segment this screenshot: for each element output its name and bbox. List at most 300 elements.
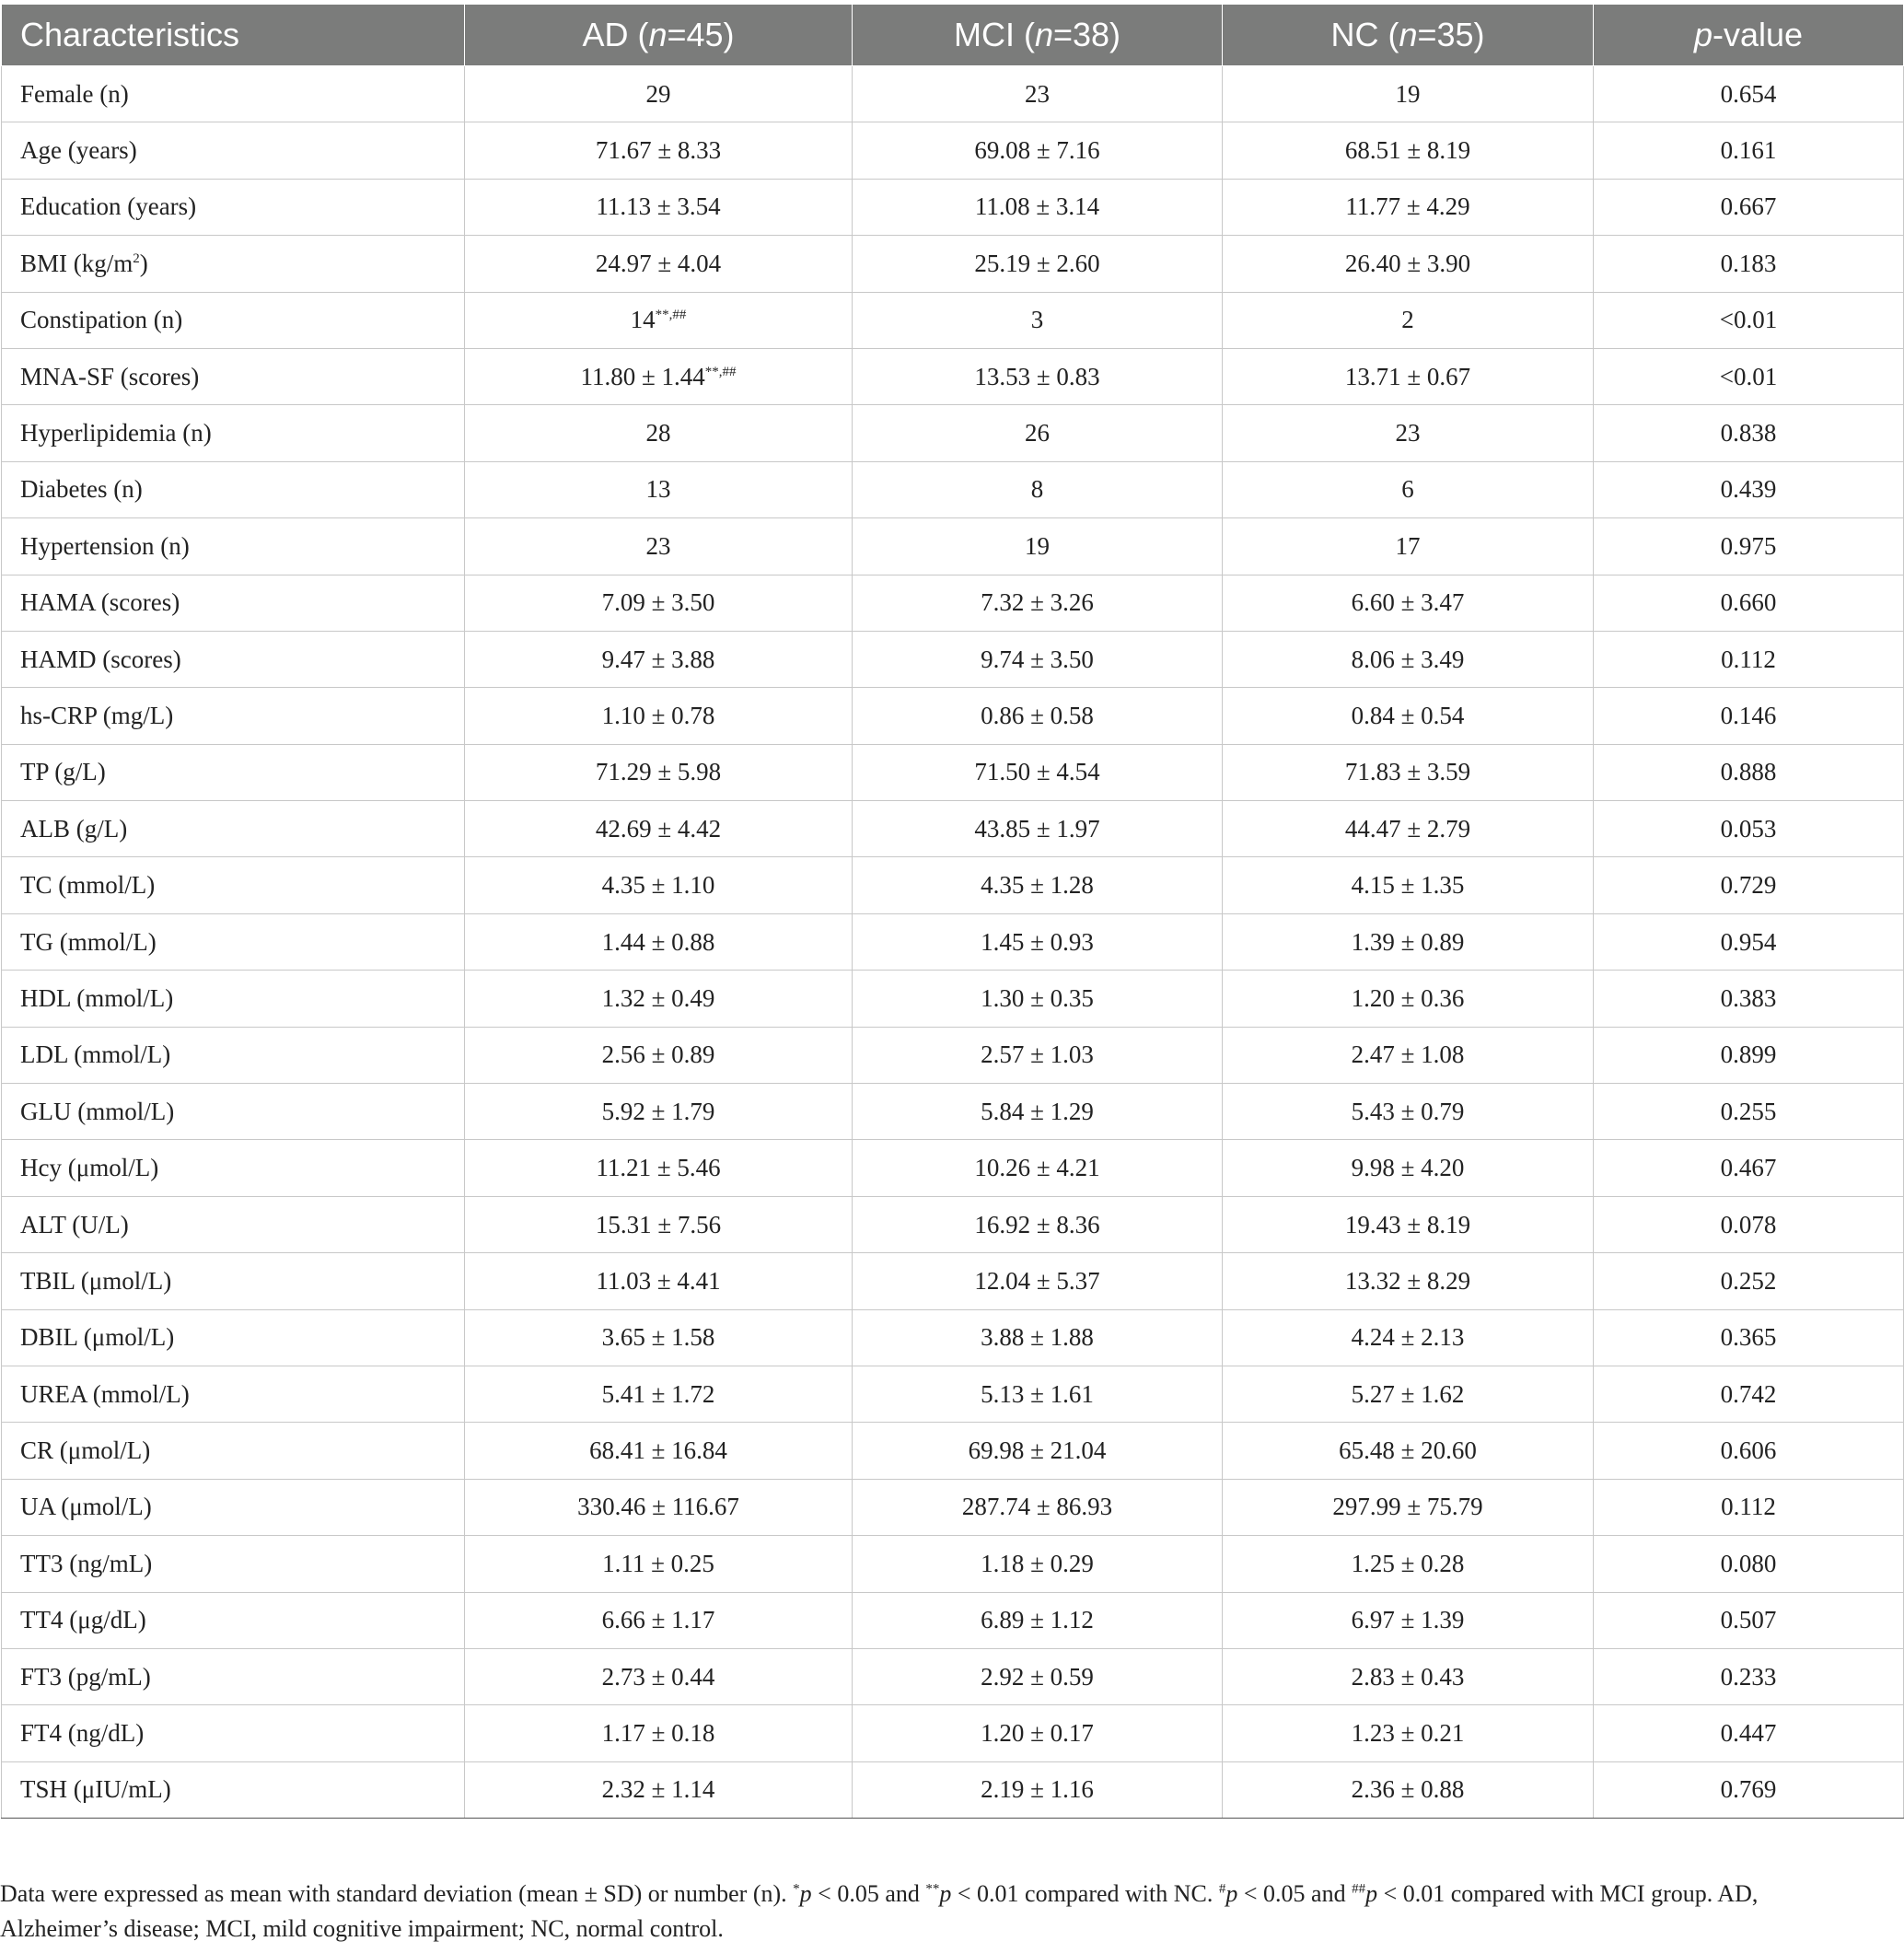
mci-value-cell [853, 575, 1223, 631]
ad-value: 28 [645, 419, 671, 448]
row-label-cell [2, 1140, 465, 1196]
p-value: 0.954 [1720, 927, 1777, 956]
row-label-superscript: 2 [133, 250, 140, 266]
row-label: TT4 (μg/dL) [20, 1606, 146, 1634]
ad-value-cell [465, 122, 853, 179]
ad-significance-marker: **,## [655, 308, 687, 323]
row-label-cell [2, 179, 465, 235]
table-header [2, 5, 1904, 66]
table-row [2, 1084, 1904, 1140]
p-value: <0.01 [1719, 362, 1778, 390]
column-header-symbol: n [1399, 16, 1418, 53]
nc-value: 65.48 ± 20.60 [1339, 1436, 1477, 1465]
nc-value-cell [1223, 744, 1594, 800]
row-label-cell [2, 744, 465, 800]
p-value: 0.161 [1720, 136, 1777, 165]
p-value-cell [1594, 1253, 1904, 1309]
characteristics-table-container [0, 4, 1904, 1819]
p-value: 0.383 [1720, 983, 1777, 1012]
mci-value: 7.32 ± 3.26 [981, 588, 1094, 617]
table-row [2, 348, 1904, 404]
nc-value: 6 [1401, 475, 1414, 504]
row-label: CR (μmol/L) [20, 1436, 151, 1465]
nc-value: 4.15 ± 1.35 [1351, 871, 1465, 900]
ad-value: 13 [645, 475, 671, 504]
nc-value-cell [1223, 1592, 1594, 1648]
mci-value-cell [853, 348, 1223, 404]
mci-value-cell [853, 1536, 1223, 1592]
ad-value-cell [465, 971, 853, 1027]
p-value: 0.252 [1720, 1266, 1777, 1295]
mci-value: 2.92 ± 0.59 [981, 1662, 1094, 1691]
row-label-cell [2, 1536, 465, 1592]
mci-value-cell [853, 1196, 1223, 1252]
mci-value-cell [853, 631, 1223, 687]
ad-value: 6.66 ± 1.17 [601, 1606, 715, 1634]
p-value: 0.975 [1720, 531, 1777, 560]
mci-value: 4.35 ± 1.28 [981, 871, 1094, 900]
table-row [2, 292, 1904, 348]
nc-value: 17 [1395, 531, 1421, 560]
row-label: HAMA (scores) [20, 588, 180, 617]
mci-value: 1.45 ± 0.93 [981, 927, 1094, 956]
row-label-cell [2, 292, 465, 348]
row-label: HDL (mmol/L) [20, 983, 174, 1012]
row-label: TG (mmol/L) [20, 927, 157, 956]
ad-value: 11.21 ± 5.46 [596, 1154, 721, 1182]
nc-value-cell [1223, 461, 1594, 517]
nc-value: 19 [1395, 79, 1421, 108]
mci-value-cell [853, 857, 1223, 913]
nc-value-cell [1223, 1761, 1594, 1818]
p-value-cell [1594, 461, 1904, 517]
row-label-cell [2, 518, 465, 575]
row-label-tail: ) [139, 249, 148, 277]
p-value-cell [1594, 179, 1904, 235]
ad-value-cell [465, 801, 853, 857]
p-value-cell [1594, 1140, 1904, 1196]
nc-value-cell [1223, 688, 1594, 744]
column-header-text-after: =45) [667, 16, 735, 53]
mci-value-cell [853, 1761, 1223, 1818]
row-label: TC (mmol/L) [20, 871, 156, 900]
footnote-superscript: ## [1352, 1881, 1366, 1897]
p-value: 0.888 [1720, 758, 1777, 786]
nc-value: 6.60 ± 3.47 [1351, 588, 1465, 617]
ad-value: 5.92 ± 1.79 [601, 1097, 715, 1125]
table-row [2, 857, 1904, 913]
nc-value: 5.27 ± 1.62 [1351, 1379, 1465, 1408]
ad-value-cell [465, 1423, 853, 1479]
header-row [2, 5, 1904, 66]
table-row [2, 1309, 1904, 1366]
table-row [2, 518, 1904, 575]
column-header-text: MCI ( [953, 16, 1035, 53]
mci-value: 6.89 ± 1.12 [981, 1606, 1094, 1634]
table-row [2, 1536, 1904, 1592]
nc-value: 13.71 ± 0.67 [1344, 362, 1471, 390]
mci-value: 19 [1025, 531, 1050, 560]
row-label-cell [2, 1196, 465, 1252]
mci-value: 1.18 ± 0.29 [981, 1549, 1094, 1577]
nc-value-cell [1223, 1536, 1594, 1592]
p-value-cell [1594, 1196, 1904, 1252]
ad-value-cell [465, 1140, 853, 1196]
nc-value: 2.47 ± 1.08 [1351, 1040, 1465, 1069]
footnote-italic-symbol: p [939, 1880, 952, 1907]
mci-value: 1.20 ± 0.17 [981, 1719, 1094, 1748]
mci-value: 287.74 ± 86.93 [961, 1493, 1113, 1521]
nc-value: 26.40 ± 3.90 [1344, 249, 1471, 277]
table-row [2, 971, 1904, 1027]
row-label: HAMD (scores) [20, 645, 181, 673]
p-value: 0.365 [1720, 1323, 1777, 1352]
p-value: 0.439 [1720, 475, 1777, 504]
table-row [2, 631, 1904, 687]
nc-value: 4.24 ± 2.13 [1351, 1323, 1465, 1352]
ad-value: 42.69 ± 4.42 [595, 814, 722, 843]
nc-value-cell [1223, 236, 1594, 292]
mci-value-cell [853, 913, 1223, 970]
ad-value: 2.73 ± 0.44 [601, 1662, 715, 1691]
ad-value: 9.47 ± 3.88 [601, 645, 715, 673]
nc-value-cell [1223, 1705, 1594, 1761]
mci-value-cell [853, 1366, 1223, 1422]
footnote-superscript: # [1218, 1881, 1226, 1897]
mci-value-cell [853, 1027, 1223, 1083]
nc-value-cell [1223, 1648, 1594, 1704]
table-row [2, 1366, 1904, 1422]
ad-value: 3.65 ± 1.58 [601, 1323, 715, 1352]
ad-value: 24.97 ± 4.04 [595, 249, 722, 277]
ad-value: 29 [645, 79, 671, 108]
mci-value: 43.85 ± 1.97 [974, 814, 1100, 843]
row-label-cell [2, 1084, 465, 1140]
column-header [1223, 5, 1594, 66]
table-row [2, 1761, 1904, 1818]
mci-value-cell [853, 518, 1223, 575]
p-value-cell [1594, 913, 1904, 970]
mci-value: 5.84 ± 1.29 [981, 1097, 1094, 1125]
ad-value: 7.09 ± 3.50 [601, 588, 715, 617]
nc-value: 1.20 ± 0.36 [1351, 983, 1465, 1012]
row-label-cell [2, 913, 465, 970]
p-value-cell [1594, 688, 1904, 744]
p-value-cell [1594, 1027, 1904, 1083]
mci-value: 5.13 ± 1.61 [981, 1379, 1094, 1408]
nc-value-cell [1223, 348, 1594, 404]
row-label: LDL (mmol/L) [20, 1040, 171, 1069]
footnote-text: < 0.01 compared with MCI group. AD, Alzheimer’s disease; MCI, mild cognitive impairment; NC, normal control. [0, 1880, 1759, 1942]
row-label-cell [2, 1027, 465, 1083]
p-value: 0.112 [1721, 645, 1776, 673]
ad-value-cell [465, 631, 853, 687]
ad-value: 2.32 ± 1.14 [601, 1775, 715, 1804]
ad-value-cell [465, 236, 853, 292]
row-label-cell [2, 1761, 465, 1818]
p-value-cell [1594, 122, 1904, 179]
mci-value-cell [853, 1423, 1223, 1479]
p-value: 0.729 [1720, 871, 1777, 900]
p-value-cell [1594, 1084, 1904, 1140]
column-header-text-after: =35) [1417, 16, 1485, 53]
nc-value: 1.39 ± 0.89 [1351, 927, 1465, 956]
p-value: 0.467 [1720, 1154, 1777, 1182]
nc-value-cell [1223, 857, 1594, 913]
nc-value-cell [1223, 1196, 1594, 1252]
ad-value: 1.44 ± 0.88 [601, 927, 715, 956]
nc-value-cell [1223, 1309, 1594, 1366]
row-label: Diabetes (n) [20, 475, 143, 504]
nc-value-cell [1223, 1253, 1594, 1309]
ad-value-cell [465, 575, 853, 631]
nc-value-cell [1223, 913, 1594, 970]
mci-value: 1.30 ± 0.35 [981, 983, 1094, 1012]
mci-value-cell [853, 1705, 1223, 1761]
nc-value: 44.47 ± 2.79 [1344, 814, 1471, 843]
ad-value-cell [465, 348, 853, 404]
row-label: ALT (U/L) [20, 1210, 129, 1238]
ad-value-cell [465, 1084, 853, 1140]
column-header-symbol: p [1693, 16, 1712, 53]
row-label: UREA (mmol/L) [20, 1379, 190, 1408]
p-value: 0.654 [1720, 79, 1777, 108]
row-label-cell [2, 405, 465, 461]
column-header-text: Characteristics [20, 16, 240, 53]
nc-value: 11.77 ± 4.29 [1345, 192, 1470, 221]
p-value: 0.112 [1721, 1493, 1776, 1521]
row-label: Hcy (μmol/L) [20, 1154, 159, 1182]
mci-value: 10.26 ± 4.21 [974, 1154, 1100, 1182]
mci-value: 12.04 ± 5.37 [974, 1266, 1100, 1295]
p-value-cell [1594, 971, 1904, 1027]
row-label-cell [2, 857, 465, 913]
footnote-italic-symbol: p [799, 1880, 812, 1907]
row-label-cell [2, 801, 465, 857]
row-label-cell [2, 1592, 465, 1648]
p-value: 0.447 [1720, 1719, 1777, 1748]
row-label: TP (g/L) [20, 758, 106, 786]
nc-value: 0.84 ± 0.54 [1351, 701, 1465, 729]
table-row [2, 1648, 1904, 1704]
row-label-cell [2, 461, 465, 517]
ad-value-cell [465, 1196, 853, 1252]
p-value-cell [1594, 66, 1904, 122]
p-value-cell [1594, 1761, 1904, 1818]
ad-value: 1.11 ± 0.25 [602, 1549, 714, 1577]
mci-value-cell [853, 236, 1223, 292]
mci-value: 3.88 ± 1.88 [981, 1323, 1094, 1352]
table-row [2, 688, 1904, 744]
mci-value: 11.08 ± 3.14 [974, 192, 1100, 221]
footnote-text: < 0.01 compared with NC. [951, 1880, 1219, 1907]
p-value-cell [1594, 348, 1904, 404]
mci-value-cell [853, 1592, 1223, 1648]
mci-value: 13.53 ± 0.83 [974, 362, 1100, 390]
footnote-text: < 0.05 and [1237, 1880, 1353, 1907]
row-label: UA (μmol/L) [20, 1493, 152, 1521]
p-value: 0.899 [1720, 1040, 1777, 1069]
ad-value: 11.80 ± 1.44 [580, 362, 705, 390]
ad-value: 2.56 ± 0.89 [601, 1040, 715, 1069]
column-header-symbol: n [1034, 16, 1053, 53]
ad-value-cell [465, 66, 853, 122]
nc-value: 8.06 ± 3.49 [1351, 645, 1465, 673]
table-row [2, 461, 1904, 517]
column-header-text: AD ( [582, 16, 649, 53]
nc-value-cell [1223, 179, 1594, 235]
p-value: 0.838 [1720, 419, 1777, 448]
mci-value-cell [853, 66, 1223, 122]
mci-value-cell [853, 1140, 1223, 1196]
mci-value: 2.57 ± 1.03 [981, 1040, 1094, 1069]
row-label-cell [2, 971, 465, 1027]
row-label: DBIL (μmol/L) [20, 1323, 175, 1352]
mci-value: 9.74 ± 3.50 [981, 645, 1094, 673]
nc-value: 71.83 ± 3.59 [1344, 758, 1471, 786]
nc-value: 13.32 ± 8.29 [1344, 1266, 1471, 1295]
p-value: 0.606 [1720, 1436, 1777, 1465]
p-value-cell [1594, 236, 1904, 292]
mci-value-cell [853, 1084, 1223, 1140]
p-value: 0.255 [1720, 1097, 1777, 1125]
ad-value-cell [465, 518, 853, 575]
column-header-text-after: -value [1712, 16, 1804, 53]
nc-value-cell [1223, 405, 1594, 461]
column-header [2, 5, 465, 66]
column-header-text: NC ( [1330, 16, 1399, 53]
nc-value-cell [1223, 518, 1594, 575]
column-header-text-after: =38) [1052, 16, 1121, 53]
mci-value-cell [853, 744, 1223, 800]
nc-value: 1.25 ± 0.28 [1351, 1549, 1465, 1577]
ad-value: 71.67 ± 8.33 [595, 136, 722, 165]
row-label: Hyperlipidemia (n) [20, 419, 212, 448]
mci-value: 69.08 ± 7.16 [974, 136, 1100, 165]
nc-value: 2.83 ± 0.43 [1351, 1662, 1465, 1691]
ad-value: 14 [630, 306, 656, 334]
mci-value-cell [853, 1309, 1223, 1366]
row-label-cell [2, 1253, 465, 1309]
ad-value: 15.31 ± 7.56 [595, 1210, 722, 1238]
row-label-cell [2, 236, 465, 292]
ad-value: 4.35 ± 1.10 [601, 871, 715, 900]
mci-value: 2.19 ± 1.16 [981, 1775, 1094, 1804]
row-label: GLU (mmol/L) [20, 1097, 175, 1125]
ad-value: 1.17 ± 0.18 [601, 1719, 715, 1748]
ad-value: 71.29 ± 5.98 [595, 758, 722, 786]
p-value-cell [1594, 744, 1904, 800]
row-label-cell [2, 122, 465, 179]
table-footnote [0, 1877, 1878, 1947]
p-value: 0.078 [1720, 1210, 1777, 1238]
table-row [2, 1027, 1904, 1083]
p-value-cell [1594, 405, 1904, 461]
p-value-cell [1594, 518, 1904, 575]
mci-value-cell [853, 971, 1223, 1027]
nc-value-cell [1223, 1423, 1594, 1479]
column-header [1594, 5, 1904, 66]
mci-value-cell [853, 122, 1223, 179]
nc-value-cell [1223, 631, 1594, 687]
p-value-cell [1594, 631, 1904, 687]
ad-value-cell [465, 1027, 853, 1083]
footnote-text: Data were expressed as mean with standard deviation (mean ± SD) or number (n). [0, 1880, 794, 1907]
mci-value: 71.50 ± 4.54 [974, 758, 1100, 786]
footnote-italic-symbol: p [1365, 1880, 1378, 1907]
table-row [2, 801, 1904, 857]
row-label: FT4 (ng/dL) [20, 1719, 145, 1748]
p-value-cell [1594, 1705, 1904, 1761]
row-label-cell [2, 1648, 465, 1704]
ad-value-cell [465, 1253, 853, 1309]
ad-value-cell [465, 1366, 853, 1422]
mci-value: 3 [1030, 306, 1044, 334]
nc-value: 1.23 ± 0.21 [1351, 1719, 1465, 1748]
mci-value-cell [853, 1479, 1223, 1535]
row-label-cell [2, 575, 465, 631]
p-value-cell [1594, 1423, 1904, 1479]
ad-value-cell [465, 1648, 853, 1704]
p-value-cell [1594, 1366, 1904, 1422]
ad-value-cell [465, 1479, 853, 1535]
nc-value: 19.43 ± 8.19 [1344, 1210, 1471, 1238]
table-row [2, 1253, 1904, 1309]
table-row [2, 405, 1904, 461]
row-label: TT3 (ng/mL) [20, 1549, 153, 1577]
ad-value-cell [465, 461, 853, 517]
nc-value-cell [1223, 66, 1594, 122]
p-value: 0.667 [1720, 192, 1777, 221]
ad-value: 5.41 ± 1.72 [601, 1379, 715, 1408]
row-label-cell [2, 688, 465, 744]
p-value-cell [1594, 575, 1904, 631]
nc-value-cell [1223, 1366, 1594, 1422]
nc-value-cell [1223, 1479, 1594, 1535]
p-value: 0.183 [1720, 249, 1777, 277]
footnote-text: < 0.05 and [811, 1880, 926, 1907]
mci-value-cell [853, 461, 1223, 517]
row-label: MNA-SF (scores) [20, 362, 200, 390]
table-row [2, 236, 1904, 292]
table-row [2, 179, 1904, 235]
table-row [2, 1479, 1904, 1535]
ad-value-cell [465, 1536, 853, 1592]
footnote-italic-symbol: p [1225, 1880, 1238, 1907]
row-label: hs-CRP (mg/L) [20, 701, 174, 729]
ad-value-cell [465, 1309, 853, 1366]
nc-value: 9.98 ± 4.20 [1351, 1154, 1465, 1182]
row-label-cell [2, 1479, 465, 1535]
p-value: 0.769 [1720, 1775, 1777, 1804]
mci-value-cell [853, 1253, 1223, 1309]
row-label: Education (years) [20, 192, 197, 221]
mci-value-cell [853, 405, 1223, 461]
nc-value: 23 [1395, 419, 1421, 448]
ad-value-cell [465, 179, 853, 235]
ad-value-cell [465, 1592, 853, 1648]
column-header [465, 5, 853, 66]
nc-value: 2 [1401, 306, 1414, 334]
p-value: 0.660 [1720, 588, 1777, 617]
nc-value-cell [1223, 575, 1594, 631]
ad-value: 23 [645, 531, 671, 560]
nc-value-cell [1223, 1140, 1594, 1196]
mci-value-cell [853, 179, 1223, 235]
nc-value: 5.43 ± 0.79 [1351, 1097, 1465, 1125]
row-label-cell [2, 66, 465, 122]
row-label: FT3 (pg/mL) [20, 1662, 151, 1691]
